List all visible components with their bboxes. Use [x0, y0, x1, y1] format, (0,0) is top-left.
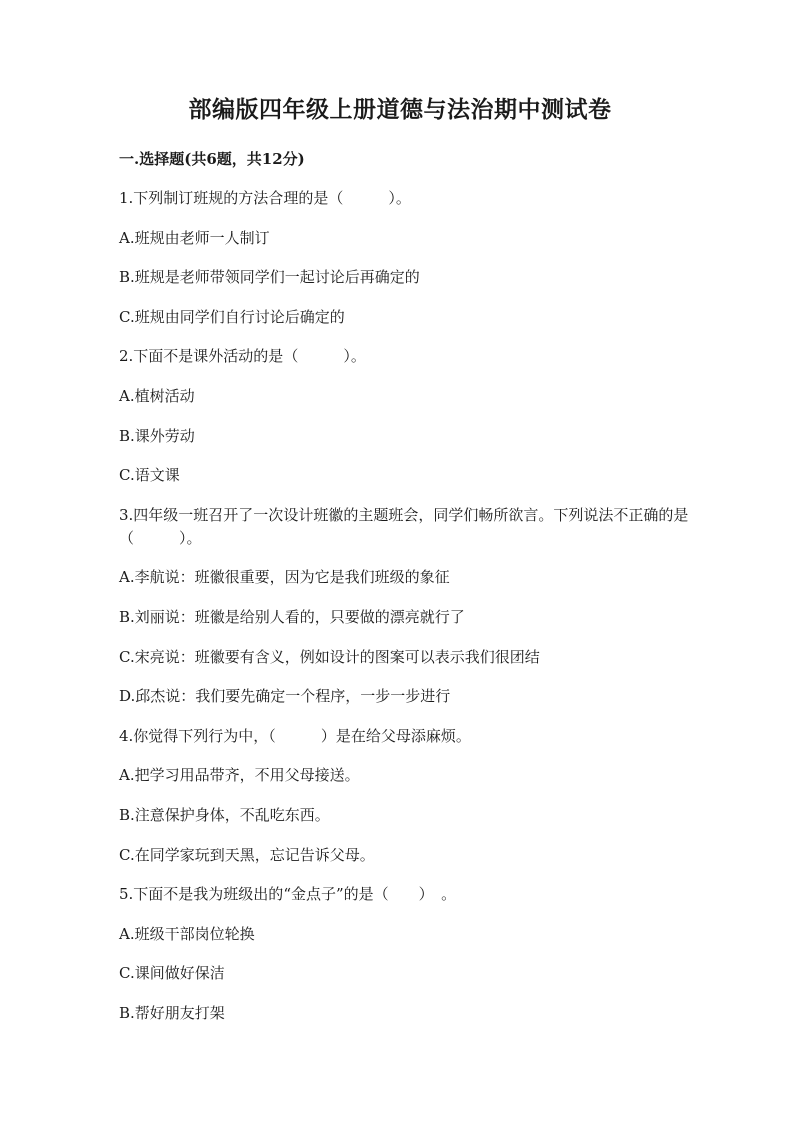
option-a: A.李航说：班徽很重要，因为它是我们班级的象征	[119, 568, 450, 587]
option-a: A.把学习用品带齐，不用父母接送。	[119, 766, 360, 785]
section-heading: 一.选择题(共6题，共12分)	[119, 150, 305, 168]
question-stem: 5.下面不是我为班级出的“金点子”的是（ ） 。	[119, 885, 457, 904]
option-c: C.宋亮说：班徽要有含义，例如设计的图案可以表示我们很团结	[119, 647, 540, 666]
question-1	[119, 187, 699, 329]
question-5	[119, 883, 699, 1025]
option-b: B.注意保护身体，不乱吃东西。	[119, 805, 330, 824]
option-a: A.班规由老师一人制订	[119, 228, 270, 247]
option-a: A.植树活动	[119, 386, 195, 405]
question-stem: 1.下列制订班规的方法合理的是（ ）。	[119, 189, 411, 207]
question-2	[119, 345, 699, 487]
option-2: C.课间做好保洁	[119, 964, 225, 983]
option-c: C.班规由同学们自行讨论后确定的	[119, 307, 345, 326]
question-3	[119, 504, 699, 708]
question-4	[119, 725, 699, 867]
question-list	[119, 187, 699, 1041]
question-stem: 4.你觉得下列行为中，（ ）是在给父母添麻烦。	[119, 726, 471, 745]
option-1: A.班级干部岗位轮换	[119, 924, 255, 943]
option-c: C.在同学家玩到天黑，忘记告诉父母。	[119, 845, 375, 864]
option-d: D.邱杰说：我们要先确定一个程序，一步一步进行	[119, 687, 451, 706]
option-c: C.语文课	[119, 466, 180, 485]
option-3: B.帮好朋友打架	[119, 1003, 225, 1022]
option-b: B.课外劳动	[119, 426, 195, 445]
option-b: B.班规是老师带领同学们一起讨论后再确定的	[119, 268, 420, 287]
option-b: B.刘丽说：班徽是给别人看的，只要做的漂亮就行了	[119, 607, 465, 626]
question-stem: 2.下面不是课外活动的是（ ）。	[119, 347, 366, 366]
page-title: 部编版四年级上册道德与法治期中测试卷	[188, 96, 612, 123]
question-stem: 3.四年级一班召开了一次设计班徽的主题班会，同学们畅所欲言。下列说法不正确的是（ ）。	[119, 505, 689, 547]
